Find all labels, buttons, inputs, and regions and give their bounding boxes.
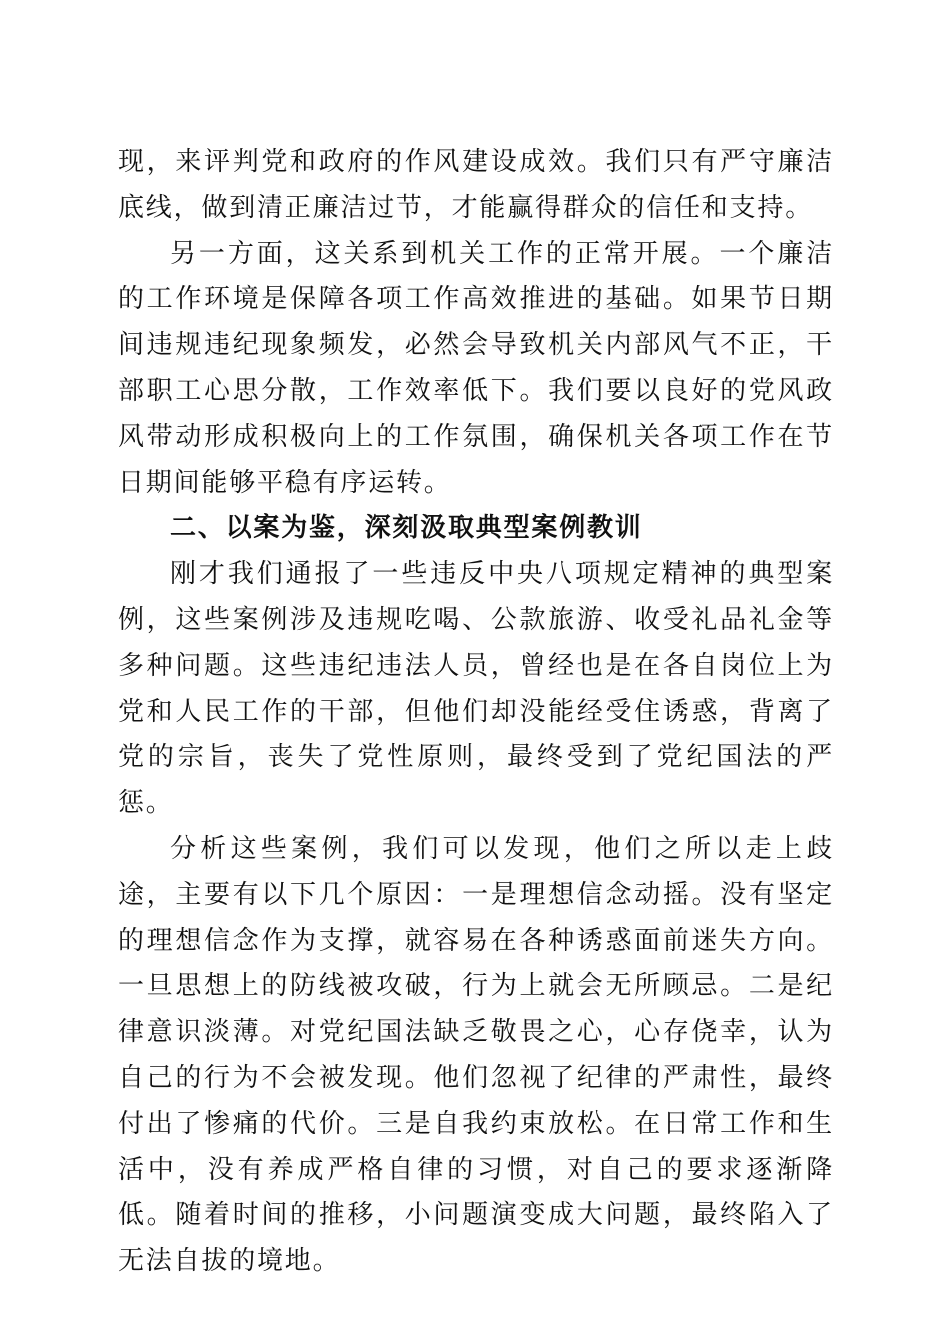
document-body: [118, 140, 834, 1285]
paragraph-office-work: 另一方面，这关系到机关工作的正常开展。一个廉洁的工作环境是保障各项工作高效推进的基础。如果节日期间违规违纪现象频发，必然会导致机关内部风气不正，干部职工心思分散，工作效率低下。我们要以良好的党风政风带动形成积极向上的工作氛围，确保机关各项工作在节日期间能够平稳有序运转。: [118, 238, 834, 498]
paragraph-case-report: 刚才我们通报了一些违反中央八项规定精神的典型案例，这些案例涉及违规吃喝、公款旅游、收受礼品礼金等多种问题。这些违纪违法人员，曾经也是在各自岗位上为党和人民工作的干部，但他们却没能经受住诱惑，背离了党的宗旨，丧失了党性原则，最终受到了党纪国法的严惩。: [118, 559, 834, 819]
section-heading: 二、以案为鉴，深刻汲取典型案例教训: [170, 513, 643, 544]
paragraph-case-analysis: 分析这些案例，我们可以发现，他们之所以走上歧途，主要有以下几个原因：一是理想信念动摇。没有坚定的理想信念作为支撑，就容易在各种诱惑面前迷失方向。一旦思想上的防线被攻破，行为上就会无所顾忌。二是纪律意识淡薄。对党纪国法缺乏敬畏之心，心存侥幸，认为自己的行为不会被发现。他们忽视了纪律的严肃性，最终付出了惨痛的代价。三是自我约束放松。在日常工作和生活中，没有养成严格自律的习惯，对自己的要求逐渐降低。随着时间的推移，小问题演变成大问题，最终陷入了无法自拔的境地。: [118, 833, 834, 1277]
paragraph-continuation: 现，来评判党和政府的作风建设成效。我们只有严守廉洁底线，做到清正廉洁过节，才能赢得群众的信任和支持。: [118, 147, 834, 223]
